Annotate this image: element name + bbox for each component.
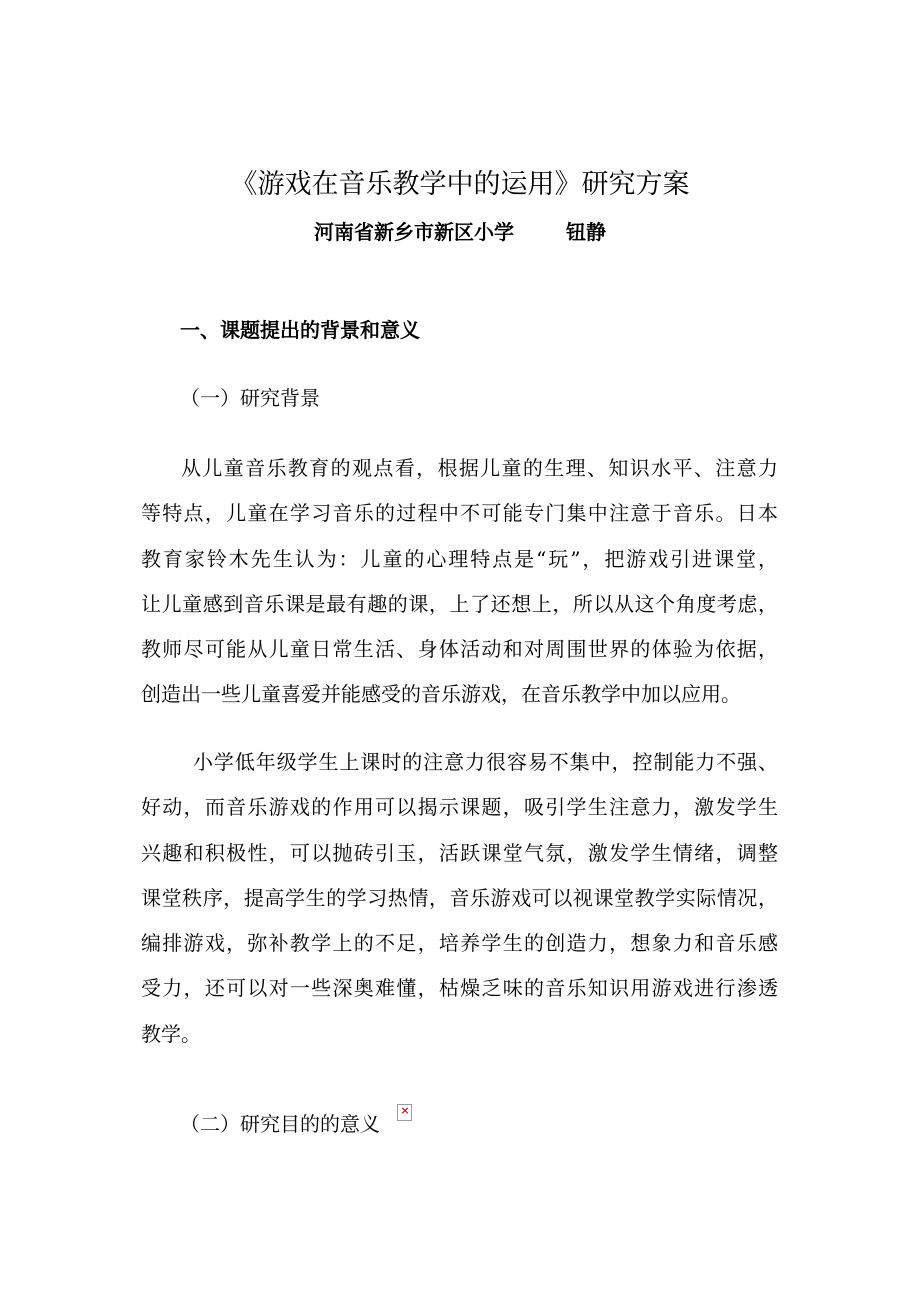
subsection-heading-research-purpose: （二）研究目的的意义	[180, 1112, 380, 1136]
paragraph-line: 教育家铃木先生认为：儿童的心理特点是“玩”，把游戏引进课堂，	[141, 546, 778, 571]
section-heading-background: 一、课题提出的背景和意义	[180, 318, 420, 342]
paragraph-line: 受力，还可以对一些深奥难懂，枯燥乏味的音乐知识用游戏进行渗透	[141, 976, 778, 1001]
paragraph-line: 让儿童感到音乐课是最有趣的课，上了还想上，所以从这个角度考虑，	[141, 591, 778, 616]
paragraph-line: 教师尽可能从儿童日常生活、身体活动和对周围世界的体验为依据，	[141, 637, 778, 662]
author-name: 钮静	[566, 220, 606, 244]
subsection-heading-research-background: （一）研究背景	[180, 386, 320, 410]
paragraph-line: 课堂秩序，提高学生的学习热情，音乐游戏可以视课堂教学实际情况，	[141, 885, 778, 910]
paragraph-line: 创造出一些儿童喜爱并能感受的音乐游戏，在音乐教学中加以应用。	[141, 682, 741, 707]
paragraph-line: 等特点，儿童在学习音乐的过程中不可能专门集中注意于音乐。日本	[141, 501, 778, 526]
paragraph-low-grade-students	[141, 740, 778, 1057]
paragraph-line: 好动，而音乐游戏的作用可以揭示课题，吸引学生注意力，激发学生	[141, 795, 778, 820]
document-title: 《游戏在音乐教学中的运用》研究方案	[230, 169, 690, 200]
paragraph-line: 教学。	[141, 1021, 201, 1046]
paragraph-line: 编排游戏，弥补教学上的不足，培养学生的创造力，想象力和音乐感	[141, 931, 778, 956]
paragraph-background	[141, 446, 778, 718]
paragraph-line: 从儿童音乐教育的观点看，根据儿童的生理、知识水平、注意力	[181, 456, 778, 480]
broken-image-icon: ×	[397, 1104, 412, 1121]
paragraph-line: 小学低年级学生上课时的注意力很容易不集中，控制能力不强、	[193, 750, 778, 774]
author-line	[0, 214, 920, 250]
paragraph-line: 兴趣和积极性，可以抛砖引玉，活跃课堂气氛，激发学生情绪，调整	[141, 840, 778, 865]
author-school: 河南省新乡市新区小学	[314, 220, 514, 244]
